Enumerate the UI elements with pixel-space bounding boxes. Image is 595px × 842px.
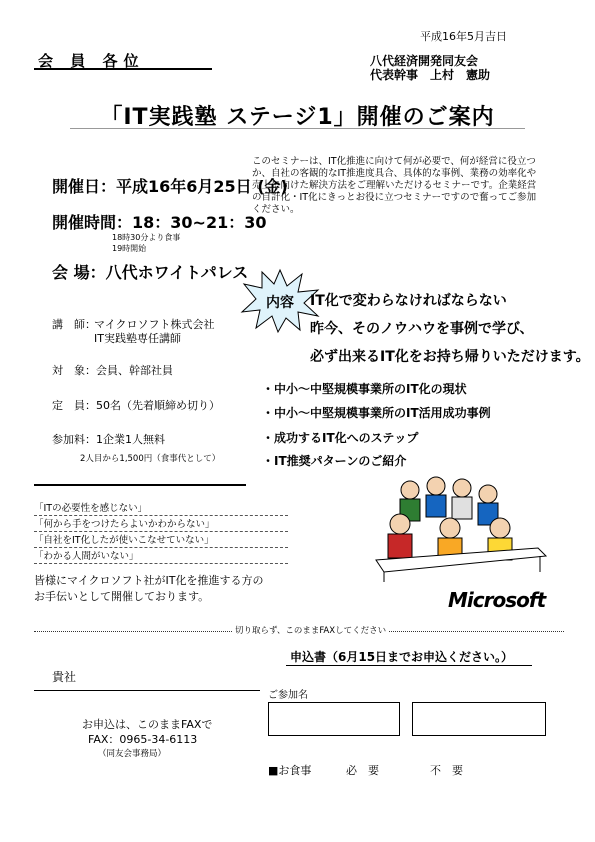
- title-divider: [70, 128, 525, 129]
- fax-office: （同友会事務局）: [98, 749, 167, 759]
- contents-message-1: IT化で変わらなければならない: [310, 293, 507, 309]
- contents-message-2: 昨今、そのノウハウを事例で学び、: [310, 321, 534, 337]
- quote-item: 「ITの必要性を感じない」: [34, 500, 288, 516]
- attendee-name-box-1[interactable]: [268, 702, 400, 736]
- meal-option-yes[interactable]: 必 要: [346, 764, 379, 777]
- lecturer-label: 講 師：: [52, 318, 96, 331]
- attendee-name-box-2[interactable]: [412, 702, 546, 736]
- event-time: 開催時間：18：30~21：30: [52, 213, 267, 232]
- representative: 代表幹事 上村 憲助: [370, 68, 491, 82]
- contents-label: 内容: [266, 295, 294, 311]
- recipients-underline: [34, 68, 212, 70]
- company-label: 貴社: [52, 670, 77, 684]
- capacity: 定 員：50名（先着順締め切り）: [52, 399, 220, 412]
- cut-instruction: 切り取らず、このままFAXしてください: [232, 624, 389, 636]
- contents-bullet-2: ・中小～中堅規模事業所のIT活用成功事例: [262, 406, 491, 420]
- quote-item: 「自社をIT化したが使いこなせていない」: [34, 532, 288, 548]
- event-time-note: [112, 232, 180, 254]
- contents-bullet-1: ・中小～中堅規模事業所のIT化の現状: [262, 382, 467, 396]
- lecturer-company: マイクロソフト株式会社: [94, 318, 215, 331]
- microsoft-logo: Microsoft: [448, 588, 546, 612]
- meal-option-no[interactable]: 不 要: [430, 764, 463, 777]
- target-audience: 対 象：会員、幹部社員: [52, 364, 173, 377]
- meal-label: ■お食事: [268, 764, 312, 777]
- attendee-label: ご参加名: [268, 690, 308, 701]
- closing-line-1: 皆様にマイクロソフト社がIT化を推進する方の: [34, 574, 264, 587]
- issue-date: 平成16年5月吉日: [420, 30, 507, 43]
- application-title: 申込書（6月15日までお申込ください。）: [290, 650, 514, 664]
- fax-instruction: お申込は、このままFAXで: [82, 718, 213, 731]
- event-date: 開催日：平成16年6月25日 (金): [52, 177, 288, 196]
- recipients: 会 員 各位: [38, 52, 145, 70]
- contents-bullet-3: ・成功するIT化へのステップ: [262, 431, 419, 445]
- lecturer-title: IT実践塾専任講師: [94, 332, 181, 345]
- contents-message-3: 必ず出来るIT化をお持ち帰りいただけます。: [310, 349, 590, 365]
- event-venue: 会 場：八代ホワイトパレス: [52, 263, 249, 282]
- section-divider: [34, 484, 246, 486]
- fee: 参加料：1企業1人無料: [52, 433, 165, 446]
- quote-item: 「何から手をつけたらよいかわからない」: [34, 516, 288, 532]
- quote-item: 「わかる人間がいない」: [34, 548, 288, 564]
- fee-note: 2人目から1,500円（食事代として）: [80, 454, 221, 464]
- seminar-illustration: [370, 472, 550, 584]
- application-underline: [286, 665, 532, 666]
- intro-text: このセミナーは、IT化推進に向けて何が必要で、何が経営に役立つか、自社の客観的なIT推進度具合、具体的な事例、業務の効率化や売上に向けた解決方法をご理解いただけるセミナーです。企業経営の自計化・IT化にきっとお役に立つセミナーですので奮ってご参加ください。: [252, 156, 537, 215]
- organization: 八代経済開発同友会: [370, 54, 479, 68]
- page-title: 「IT実践塾 ステージ1」開催のご案内: [100, 105, 495, 130]
- closing-line-2: お手伝いとして開催しております。: [34, 590, 210, 603]
- time-note-start: 19時開始: [112, 244, 147, 253]
- fax-number: FAX：0965-34-6113: [88, 733, 198, 746]
- company-underline: [34, 690, 260, 691]
- contents-bullet-4: ・IT推奨パターンのご紹介: [262, 454, 407, 468]
- time-note-meal: 18時30分より食事: [112, 233, 181, 242]
